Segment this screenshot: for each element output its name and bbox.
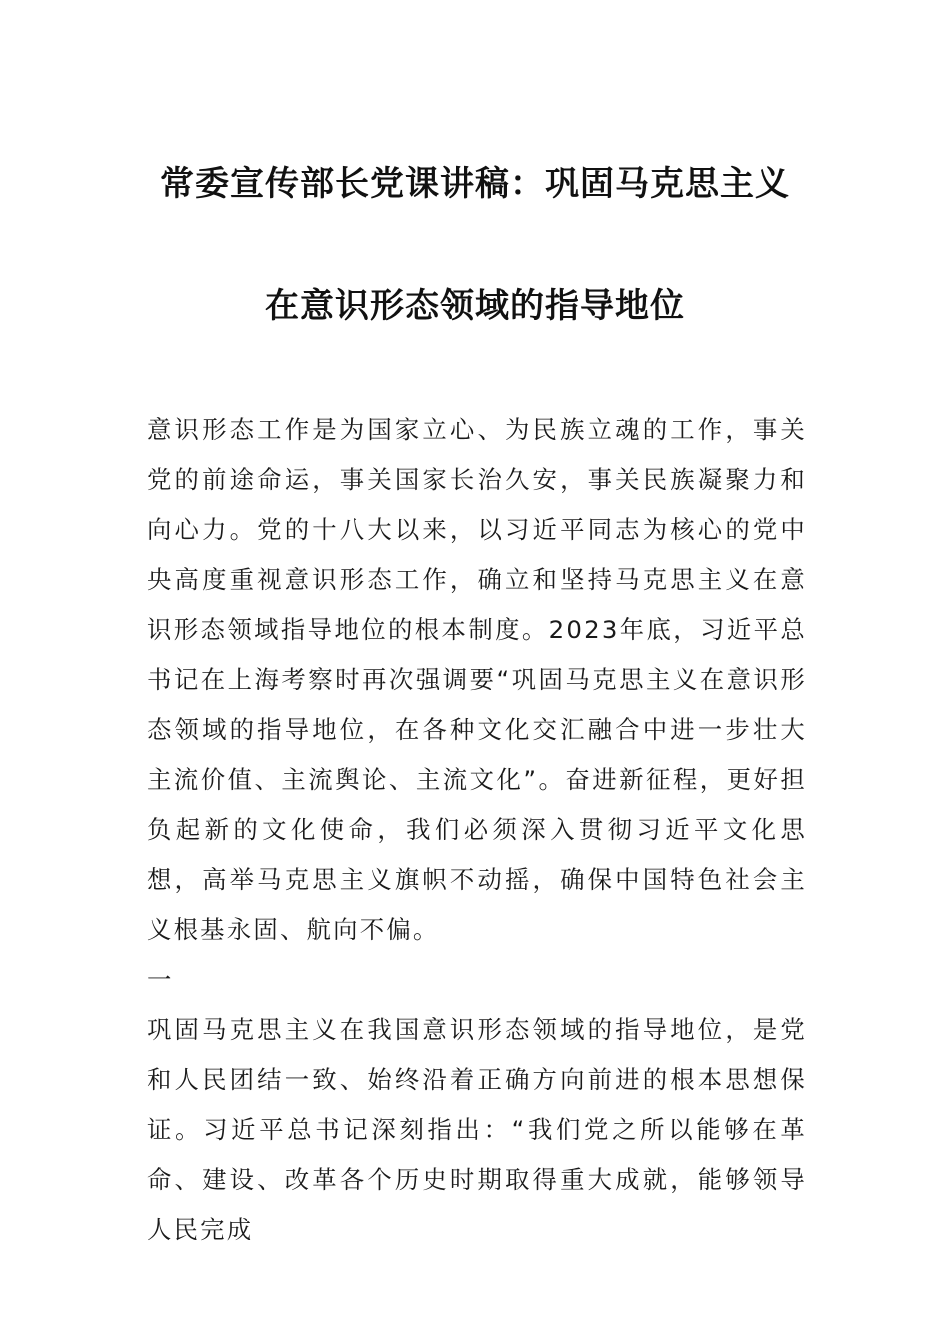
body-paragraph-1: 意识形态工作是为国家立心、为民族立魂的工作，事关党的前途命运，事关国家长治久安，事关民族凝聚力和向心力。党的十八大以来，以习近平同志为核心的党中央高度重视意识形态工作，确立和坚持马克思主义在意识形态领域指导地位的根本制度。2023年底，习近平总书记在上海考察时再次强调要“巩固马克思主义在意识形态领域的指导地位，在各种文化交汇融合中进一步壮大主流价值、主流舆论、主流文化”。奋进新征程，更好担负起新的文化使命，我们必须深入贯彻习近平文化思想，高举马克思主义旗帜不动摇，确保中国特色社会主义根基永固、航向不偏。 [147,415,807,944]
document-title-line-1: 常委宣传部长党课讲稿：巩固马克思主义 [160,164,790,204]
document-title-line-2: 在意识形态领域的指导地位 [265,286,685,326]
body-paragraph-2: 巩固马克思主义在我国意识形态领域的指导地位，是党和人民团结一致、始终沿着正确方向前进的根本思想保证。习近平总书记深刻指出：“我们党之所以能够在革命、建设、改革各个历史时期取得重大成就，能够领导人民完成 [147,1015,807,1244]
section-number: 一 [147,965,174,994]
